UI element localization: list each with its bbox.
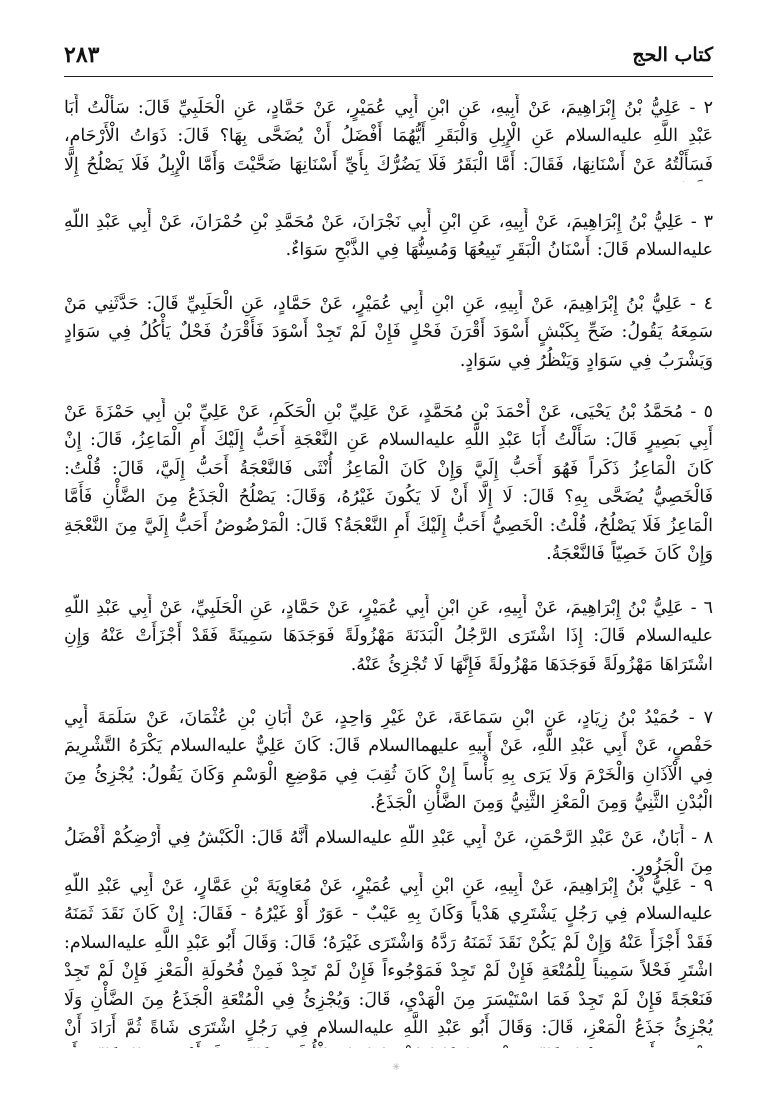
hadith-3: ٣ - عَلِيُّ بْنُ إِبْرَاهِيمَ، عَنْ أَبِيهِ، عَنِ ابْنِ أَبِي نَجْرَانَ، عَنْ مُحَمَّدِ بْنِ حُمْرَانَ، عَنْ أَبِي عَبْدِ اللَّهِ عليه‌السلام قَالَ: أَسْنَانُ الْبَقَرِ تَبِيعُهَا وَمُسِنُّهَا فِي الذَّبْحِ سَوَاءٌ.	[64, 212, 713, 261]
hadith-5: ٥ - مُحَمَّدُ بْنُ يَحْيَى، عَنْ أَحْمَدَ بْنِ مُحَمَّدٍ، عَنْ عَلِيِّ بْنِ الْحَكَمِ، عَنْ عَلِيِّ بْنِ أَبِي حَمْزَةَ عَنْ أَبِي بَصِيرٍ قَالَ: سَأَلْتُ أَبَا عَبْدِ اللَّهِ عليه‌السلام عَنِ النَّعْجَةِ أَحَبُّ إِلَيْكَ أَمِ الْمَاعِزُ، قَالَ: إِنْ كَانَ الْمَاعِزُ ذَكَراً فَهُوَ أَحَبُّ إِلَيَّ وَإِنْ كَانَ الْمَاعِزُ أُنْثَى فَالنَّعْجَةُ أَحَبُّ إِلَيَّ، قَالَ: قُلْتُ: فَالْخَصِيُّ يُضَحَّى بِهِ؟ قَالَ: لَا إِلَّا أَنْ لَا يَكُونَ غَيْرُهُ، وَقَالَ: يَصْلُحُ الْجَذَعُ مِنَ الضَّأْنِ فَأَمَّا الْمَاعِزُ فَلَا يَصْلُحُ، قُلْتُ: الْخَصِيُّ أَحَبُّ إِلَيْكَ أَمِ النَّعْجَةُ؟ قَالَ: الْمَرْضُوضُ أَحَبُّ إِلَيَّ مِنَ النَّعْجَةِ وَإِنْ كَانَ خَصِيّاً فَالنَّعْجَةُ.	[64, 402, 713, 565]
page-header	[64, 40, 713, 77]
page-corner-mark: ✳	[392, 1062, 401, 1073]
hadith-2: ٢ - عَلِيُّ بْنُ إِبْرَاهِيمَ، عَنْ أَبِيهِ، عَنِ ابْنِ أَبِي عُمَيْرٍ، عَنْ حَمَّادٍ، عَنِ الْحَلَبِيِّ قَالَ: سَأَلْتُ أَبَا عَبْدِ اللَّهِ عليه‌السلام عَنِ الْإِبِلِ وَالْبَقَرِ أَيُّهُمَا أَفْضَلُ أَنْ يُضَحَّى بِهَا؟ قَالَ: ذَوَاتُ الْأَرْحَامِ، فَسَأَلْتُهُ عَنْ أَسْنَانِهَا، فَقَالَ: أَمَّا الْبَقَرُ فَلَا يَضُرُّكَ بِأَيِّ أَسْنَانِهَا ضَحَّيْتَ وَأَمَّا الْإِبِلُ فَلَا يَصْلُحُ إِلَّا	[64, 98, 713, 175]
page-number: ٢٨٣	[64, 42, 100, 68]
hadith-9: ٩ - عَلِيُّ بْنُ إِبْرَاهِيمَ، عَنْ أَبِيهِ، عَنِ ابْنِ أَبِي عُمَيْرٍ، عَنْ مُعَاوِيَةَ بْنِ عَمَّارٍ، عَنْ أَبِي عَبْدِ اللَّهِ عليه‌السلام فِي رَجُلٍ يَشْتَرِي هَدْياً وَكَانَ بِهِ عَيْبٌ - عَوَرٌ أَوْ غَيْرُهُ - فَقَالَ: إِنْ كَانَ نَقَدَ ثَمَنَهُ فَقَدْ أَجْزَأَ عَنْهُ وَإِنْ لَمْ يَكُنْ نَقَدَ ثَمَنَهُ رَدَّهُ وَاشْتَرَى غَيْرَهُ؛ قَالَ: وَقَالَ أَبُو عَبْدِ اللَّهِ عليه‌السلام: اشْتَرِ فَحْلاً سَمِيناً لِلْمُتْعَةِ فَإِنْ لَمْ تَجِدْ فَمَوْجُوءاً فَإِنْ لَمْ تَجِدْ فَمِنْ فُحُولَةِ الْمَعْزِ فَإِنْ لَمْ تَجِدْ فَنَعْجَةً فَإِنْ لَمْ تَجِدْ فَمَا اسْتَيْسَرَ مِنَ الْهَدْيِ، قَالَ: وَيُجْزِئُ فِي الْمُتْعَةِ الْجَذَعُ مِنَ الضَّأْنِ وَلَا يُجْزِئُ جَذَعُ الْمَعْزِ، قَالَ: وَقَالَ أَبُو عَبْدِ اللَّهِ عليه‌السلام فِي رَجُلٍ اشْتَرَى شَاةً ثُمَّ أَرَادَ أَنْ	[64, 876, 713, 1039]
hadith-8: ٨ - أَبَانٌ، عَنْ عَبْدِ الرَّحْمَنِ، عَنْ أَبِي عَبْدِ اللَّهِ عليه‌السلام أَنَّهُ قَالَ: الْكَبْشُ فِي أَرْضِكُمْ أَفْضَلُ مِنَ الْجَزُورِ.	[64, 828, 713, 877]
hadith-6: ٦ - عَلِيُّ بْنُ إِبْرَاهِيمَ، عَنْ أَبِيهِ، عَنِ ابْنِ أَبِي عُمَيْرٍ، عَنْ حَمَّادٍ، عَنِ الْحَلَبِيِّ، عَنْ أَبِي عَبْدِ اللَّهِ عليه‌السلام قَالَ: إِذَا اشْتَرَى الرَّجُلُ الْبَدَنَةَ مَهْزُولَةً فَوَجَدَهَا سَمِينَةً فَقَدْ أَجْزَأَتْ عَنْهُ وَإِنِ اشْتَرَاهَا مَهْزُولَةً فَوَجَدَهَا مَهْزُولَةً فَإِنَّهَا لَا تُجْزِئُ عَنْهُ.	[64, 598, 713, 675]
hadith-4: ٤ - عَلِيُّ بْنُ إِبْرَاهِيمَ، عَنْ أَبِيهِ، عَنِ ابْنِ أَبِي عُمَيْرٍ، عَنْ حَمَّادٍ، عَنِ الْحَلَبِيِّ قَالَ: حَدَّثَنِي مَنْ سَمِعَهُ يَقُولُ: ضَحِّ بِكَبْشٍ أَسْوَدَ أَقْرَنَ فَحْلٍ فَإِنْ لَمْ تَجِدْ أَسْوَدَ فَأَقْرَنُ فَحْلٌ يَأْكُلُ فِي سَوَادٍ وَيَشْرَبُ فِي سَوَادٍ وَيَنْظُرُ فِي سَوَادٍ.	[64, 294, 713, 371]
hadith-7: ٧ - حُمَيْدُ بْنُ زِيَادٍ، عَنِ ابْنِ سَمَاعَةَ، عَنْ غَيْرِ وَاحِدٍ، عَنْ أَبَانِ بْنِ عُثْمَانَ، عَنْ سَلَمَةَ أَبِي حَفْصٍ، عَنْ أَبِي عَبْدِ اللَّهِ، عَنْ أَبِيهِ عليهما‌السلام قَالَ: كَانَ عَلِيٌّ عليه‌السلام يَكْرَهُ التَّشْرِيمَ فِي الْآذَانِ وَالْخَرْمَ وَلَا يَرَى بِهِ بَأْساً إِنْ كَانَ ثُقِبَ فِي مَوْضِعِ الْوَسْمِ وَكَانَ يَقُولُ: يُجْزِئُ مِنَ الْبُدْنِ الثَّنِيُّ وَمِنَ الْمَعْزِ الثَّنِيُّ وَمِنَ الضَّأْنِ الْجَذَعُ.	[64, 708, 713, 814]
book-title: كتاب الحج	[632, 44, 713, 66]
